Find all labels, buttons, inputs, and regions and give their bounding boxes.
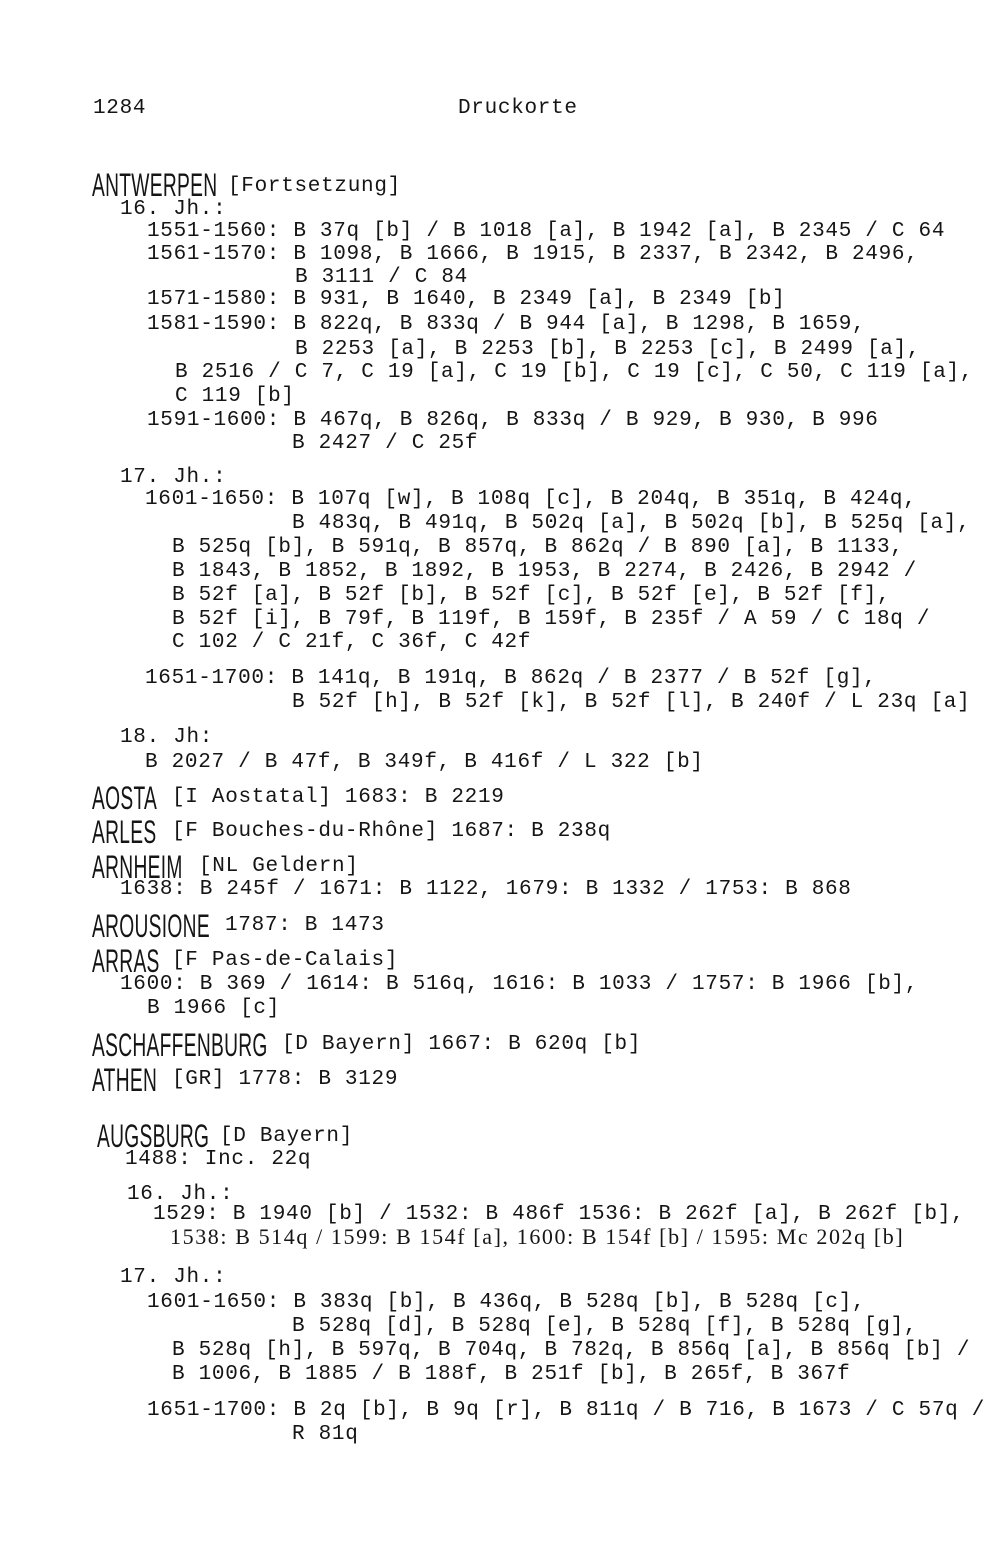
- place-qualifier: [Fortsetzung]: [228, 175, 401, 198]
- running-title: Druckorte: [458, 97, 578, 120]
- entry-line: 1561-1570: B 1098, B 1666, B 1915, B 2337, B 2342, B 2496,: [147, 243, 919, 266]
- place-qualifier: [GR] 1778: B 3129: [172, 1068, 399, 1091]
- entry-line: B 525q [b], B 591q, B 857q, B 862q / B 890 [a], B 1133,: [172, 536, 904, 559]
- page-number: 1284: [93, 97, 147, 120]
- place-heading: ARLES: [92, 814, 157, 850]
- entry-line: B 3111 / C 84: [295, 266, 468, 289]
- entry-line: B 2516 / C 7, C 19 [a], C 19 [b], C 19 [c], C 50, C 119 [a],: [175, 361, 974, 384]
- place-heading: ASCHAFFENBURG: [92, 1027, 268, 1063]
- entry-line: B 2427 / C 25f: [292, 432, 479, 455]
- entry-line: B 52f [i], B 79f, B 119f, B 159f, B 235f / A 59 / C 18q /: [172, 608, 931, 631]
- entry-line: B 2027 / B 47f, B 349f, B 416f / L 322 [b]: [145, 751, 704, 774]
- century-label: 17. Jh.:: [120, 1266, 227, 1289]
- entry-line: B 52f [h], B 52f [k], B 52f [l], B 240f / L 23q [a]: [292, 691, 971, 714]
- century-label: 16. Jh.:: [120, 198, 227, 221]
- entry-line: 1571-1580: B 931, B 1640, B 2349 [a], B 2349 [b]: [147, 288, 786, 311]
- century-label: 16. Jh.:: [127, 1183, 234, 1206]
- century-label: 17. Jh.:: [120, 466, 227, 489]
- place-heading: ANTWERPEN: [92, 167, 218, 203]
- place-qualifier: [F Bouches-du-Rhône] 1687: B 238q: [172, 820, 611, 843]
- entry-line: 1601-1650: B 383q [b], B 436q, B 528q [b], B 528q [c],: [147, 1291, 866, 1314]
- entry-line: C 102 / C 21f, C 36f, C 42f: [172, 631, 532, 654]
- entry-line: B 483q, B 491q, B 502q [a], B 502q [b], B 525q [a],: [292, 512, 971, 535]
- entry-line: 1601-1650: B 107q [w], B 108q [c], B 204q, B 351q, B 424q,: [145, 488, 917, 511]
- entry-line: 1551-1560: B 37q [b] / B 1018 [a], B 1942 [a], B 2345 / C 64: [147, 220, 946, 243]
- place-heading: ARRAS: [92, 943, 160, 979]
- place-qualifier: [D Bayern]: [220, 1125, 354, 1148]
- entry-line: B 52f [a], B 52f [b], B 52f [c], B 52f [e], B 52f [f],: [172, 584, 891, 607]
- entry-line: 1651-1700: B 2q [b], B 9q [r], B 811q / B 716, B 1673 / C 57q /: [147, 1399, 986, 1422]
- entry-line-inserted: 1538: B 514q / 1599: B 154f [a], 1600: B 154f [b] / 1595: Mc 202q [b]: [170, 1224, 905, 1249]
- place-heading: AOSTA: [92, 780, 158, 816]
- place-qualifier: [F Pas-de-Calais]: [172, 949, 399, 972]
- entry-line: 1488: Inc. 22q: [125, 1148, 312, 1171]
- place-qualifier: 1787: B 1473: [225, 914, 385, 937]
- place-qualifier: [D Bayern] 1667: B 620q [b]: [282, 1033, 642, 1056]
- entry-line: 1581-1590: B 822q, B 833q / B 944 [a], B 1298, B 1659,: [147, 313, 866, 336]
- entry-line: C 119 [b]: [175, 385, 295, 408]
- place-heading: ARNHEIM: [92, 849, 183, 885]
- entry-line: B 528q [d], B 528q [e], B 528q [f], B 528q [g],: [292, 1315, 918, 1338]
- place-heading: AROUSIONE: [92, 908, 210, 944]
- place-heading: ATHEN: [92, 1062, 158, 1098]
- place-heading: AUGSBURG: [97, 1118, 210, 1154]
- century-label: 18. Jh:: [120, 726, 214, 749]
- entry-line: R 81q: [292, 1423, 359, 1446]
- entry-line: B 1843, B 1852, B 1892, B 1953, B 2274, B 2426, B 2942 /: [172, 560, 917, 583]
- entry-line: B 1006, B 1885 / B 188f, B 251f [b], B 265f, B 367f: [172, 1363, 851, 1386]
- place-qualifier: [NL Geldern]: [199, 855, 359, 878]
- entry-line: 1600: B 369 / 1614: B 516q, 1616: B 1033 / 1757: B 1966 [b],: [120, 973, 919, 996]
- entry-line: 1591-1600: B 467q, B 826q, B 833q / B 929, B 930, B 996: [147, 409, 879, 432]
- entry-line: 1638: B 245f / 1671: B 1122, 1679: B 1332 / 1753: B 868: [120, 878, 852, 901]
- entry-line: B 1966 [c]: [147, 997, 281, 1020]
- entry-line: 1651-1700: B 141q, B 191q, B 862q / B 2377 / B 52f [g],: [145, 667, 877, 690]
- entry-line: B 528q [h], B 597q, B 704q, B 782q, B 856q [a], B 856q [b] /: [172, 1339, 971, 1362]
- entry-line: 1529: B 1940 [b] / 1532: B 486f 1536: B 262f [a], B 262f [b],: [153, 1203, 965, 1226]
- entry-line: B 2253 [a], B 2253 [b], B 2253 [c], B 2499 [a],: [295, 338, 921, 361]
- place-qualifier: [I Aostatal] 1683: B 2219: [172, 786, 505, 809]
